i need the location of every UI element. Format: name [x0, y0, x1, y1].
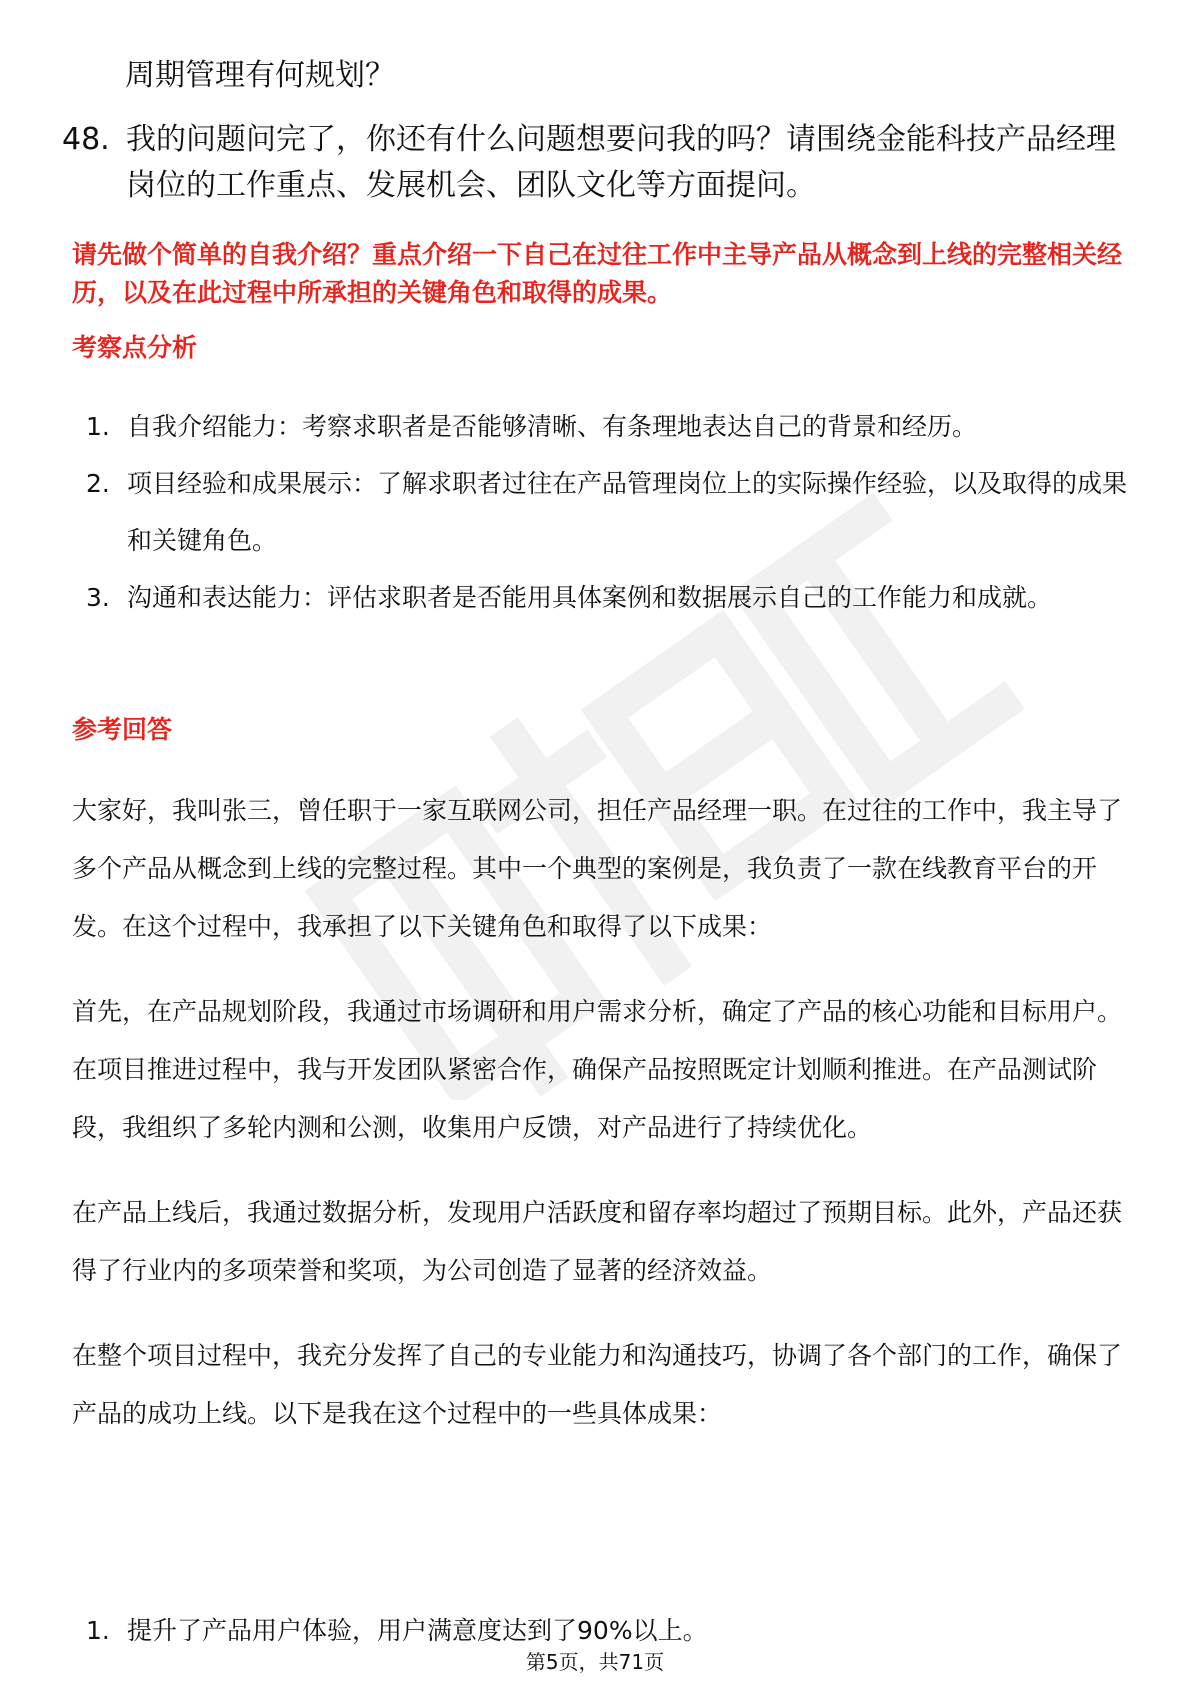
list-item [72, 398, 1132, 455]
list-item [72, 1611, 1132, 1651]
question-continuation: 周期管理有何规划？ [125, 58, 395, 93]
analysis-heading: 考察点分析 [72, 333, 198, 362]
list-text: 自我介绍能力：考察求职者是否能够清晰、有条理地表达自己的背景和经历。 [127, 412, 978, 441]
answer-paragraph: 首先，在产品规划阶段，我通过市场调研和用户需求分析，确定了产品的核心功能和目标用户。在项目推进过程中，我与开发团队紧密合作，确保产品按照既定计划顺利推进。在产品测试阶段，我组织了多轮内测和公测，收集用户反馈，对产品进行了持续优化。 [72, 997, 1123, 1142]
answer-body [72, 782, 1132, 1470]
answer-paragraph: 在产品上线后，我通过数据分析，发现用户活跃度和留存率均超过了预期目标。此外，产品还获得了行业内的多项荣誉和奖项，为公司创造了显著的经济效益。 [72, 1198, 1123, 1285]
list-number: 1. [86, 412, 110, 441]
list-text: 沟通和表达能力：评估求职者是否能用具体案例和数据展示自己的工作能力和成就。 [127, 583, 1053, 612]
question-number: 48. [62, 122, 110, 157]
results-list [72, 1611, 1132, 1651]
list-number: 2. [86, 469, 110, 498]
answer-paragraph: 大家好，我叫张三，曾任职于一家互联网公司，担任产品经理一职。在过往的工作中，我主导了多个产品从概念到上线的完整过程。其中一个典型的案例是，我负责了一款在线教育平台的开发。在这个过程中，我承担了以下关键角色和取得了以下成果： [72, 796, 1123, 941]
list-number: 3. [86, 583, 110, 612]
interview-question: 请先做个简单的自我介绍？重点介绍一下自己在过往工作中主导产品从概念到上线的完整相关经历，以及在此过程中所承担的关键角色和取得的成果。 [72, 240, 1123, 307]
list-item [72, 569, 1132, 626]
list-item [72, 455, 1132, 569]
list-text: 提升了产品用户体验，用户满意度达到了90%以上。 [127, 1616, 708, 1645]
question-text: 我的问题问完了，你还有什么问题想要问我的吗？请围绕金能科技产品经理岗位的工作重点、发展机会、团队文化等方面提问。 [126, 122, 1116, 203]
analysis-points-list [72, 398, 1132, 626]
list-number: 1. [86, 1616, 110, 1645]
answer-heading: 参考回答 [72, 715, 173, 744]
list-text: 项目经验和成果展示：了解求职者过往在产品管理岗位上的实际操作经验，以及取得的成果和关键角色。 [127, 469, 1128, 555]
question-48 [62, 117, 1132, 209]
page-footer: 第5页，共71页 [525, 1650, 665, 1674]
answer-paragraph: 在整个项目过程中，我充分发挥了自己的专业能力和沟通技巧，协调了各个部门的工作，确保了产品的成功上线。以下是我在这个过程中的一些具体成果： [72, 1341, 1123, 1428]
